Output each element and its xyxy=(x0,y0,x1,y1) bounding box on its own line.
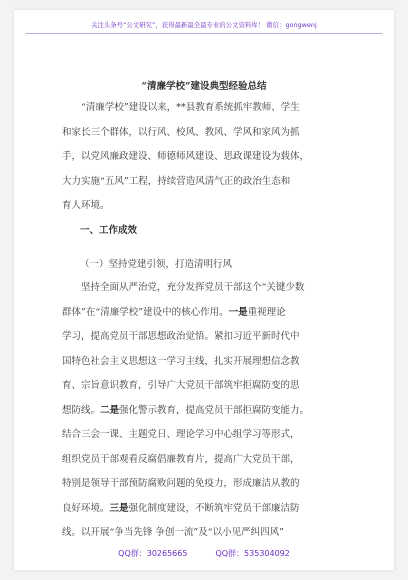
document-title: “清廉学校”建设典型经验总结 xyxy=(141,81,267,92)
para-emphasis: 三是 xyxy=(109,502,129,514)
intro-line: 大力实施“五风”工程，持续营造风清气正的政治生态和 xyxy=(62,175,291,187)
para-text: 想防线。 xyxy=(62,404,101,416)
para-line xyxy=(62,350,362,375)
intro-line: 育人环境。 xyxy=(62,200,110,211)
header-banner: 关注头条号“公文研究”，获得最新最全最专业的公文资料库！ 微信：gongwenj xyxy=(91,22,317,29)
para-line xyxy=(62,399,362,424)
para-emphasis: 一是 xyxy=(228,306,248,318)
para-line xyxy=(62,497,362,522)
para-text: 强化制度建设，不断筑牢党员干部廉洁防 xyxy=(128,502,300,514)
para-text: 坚持全面从严治党，充分发挥党员干部这个“关键少数 xyxy=(81,282,305,293)
para-line xyxy=(62,325,362,350)
para-line xyxy=(62,423,362,448)
subsection-heading: （一）坚持党建引领，打造清明行风 xyxy=(80,259,233,270)
para-text: 结合三会一课、主题党日、理论学习中心组学习等形式， xyxy=(62,429,300,440)
para-text: 组织党员干部观看反腐倡廉教育片，提高广大党员干部， xyxy=(62,453,300,465)
para-text: 群体”在“清廉学校”建设中的核心作用。 xyxy=(62,306,229,318)
para-text: 强化警示教育，提高党员干部拒腐防变能力。 xyxy=(119,404,310,416)
para-line xyxy=(62,276,362,301)
para-text: 国特色社会主义思想这一学习主线，扎实开展理想信念教 xyxy=(62,355,300,367)
para-line xyxy=(62,374,362,399)
para-line xyxy=(62,448,362,473)
footer-contact xyxy=(14,548,394,559)
para-text: 育、宗旨意识教育，引导广大党员干部筑牢拒腐防变的思 xyxy=(62,380,300,391)
header-divider xyxy=(26,33,382,34)
para-text: 良好环境。 xyxy=(62,502,110,514)
footer-qq-group-2: QQ群：535304092 xyxy=(215,549,290,558)
para-line xyxy=(62,472,362,497)
para-line xyxy=(62,301,362,326)
intro-line: 手，以党风廉政建设、师德师风建设、思政课建设为载体， xyxy=(62,151,310,162)
para-text: 特别是领导干部预防腐败问题的免疫力，形成廉洁从教的 xyxy=(62,478,300,489)
section-heading: 一、工作成效 xyxy=(80,225,138,236)
para-text: 学习，提高党员干部思想政治觉悟。紧扣习近平新时代中 xyxy=(62,331,300,342)
intro-line: “清廉学校”建设以来，**县教育系统抓牢教师、学生 xyxy=(81,102,300,113)
para-text: 重视理论 xyxy=(247,306,286,318)
body-paragraph xyxy=(62,276,362,546)
para-line xyxy=(62,521,362,546)
intro-line: 和家长三个群体，以行风、校风、教风、学风和家风为抓 xyxy=(62,126,300,138)
footer-qq-group-1: QQ群：30265665 xyxy=(118,549,188,558)
document-page xyxy=(14,10,394,570)
para-emphasis: 二是 xyxy=(100,404,120,416)
intro-paragraph xyxy=(62,96,362,219)
para-text: 线。以开展“争当先锋 争创一流”及“以小见严纠四风” xyxy=(62,527,284,538)
